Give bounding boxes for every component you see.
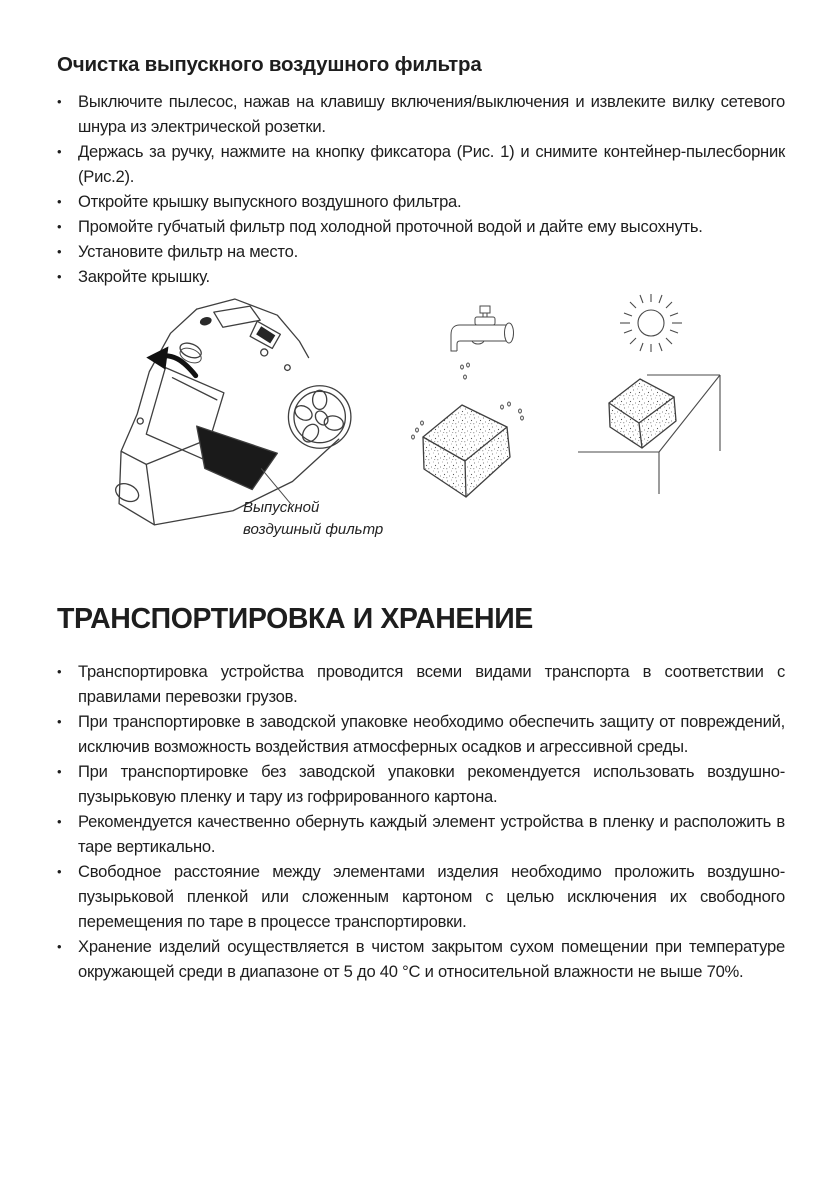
list-item-text: Транспортировка устройства проводится всеми видами транспорта в соответствии с правилами перевозки грузов. xyxy=(78,662,785,706)
rinse-under-tap-figure xyxy=(410,299,530,509)
list-item xyxy=(57,264,785,289)
list-item-text: При транспортировке без заводской упаковки рекомендуется использовать воздушно-пузырьковую пленку и тару из гофрированного картона. xyxy=(78,762,785,806)
list-item-text: Закройте крышку. xyxy=(78,267,210,286)
section2-title: ТРАНСПОРТИРОВКА И ХРАНЕНИЕ xyxy=(57,603,533,635)
wheel xyxy=(288,386,350,448)
figure-caption-line2: воздушный фильтр xyxy=(243,520,384,538)
list-item-text: Рекомендуется качественно обернуть каждый элемент устройства в пленку и расположить в таре вертикально. xyxy=(78,812,785,856)
list-item xyxy=(57,189,785,214)
list-item-text: Хранение изделий осуществляется в чистом закрытом сухом помещении при температуре окружающей среди в диапазоне от 5 до 40 °С и относительной влажности не выше 70%. xyxy=(78,937,785,981)
release-arrow-icon xyxy=(146,346,195,375)
bullet-marker: • xyxy=(57,864,62,879)
bullet-marker: • xyxy=(57,144,62,159)
exhaust-filter-area xyxy=(197,426,278,490)
bullet-marker: • xyxy=(57,94,62,109)
bullet-marker: • xyxy=(57,664,62,679)
list-item-text: Выключите пылесос, нажав на клавишу включения/выключения и извлеките вилку сетевого шнура из электрической розетки. xyxy=(78,92,785,136)
bullet-marker: • xyxy=(57,244,62,259)
bullet-marker: • xyxy=(57,764,62,779)
list-item-text: Установите фильтр на место. xyxy=(78,242,298,261)
list-item xyxy=(57,859,785,934)
dry-sponge-sun-figure xyxy=(578,289,818,499)
figure-caption-line1: Выпускной xyxy=(243,499,320,516)
list-item-text: Откройте крышку выпускного воздушного фильтра. xyxy=(78,192,462,211)
list-item-text: Промойте губчатый фильтр под холодной проточной водой и дайте ему высохнуть. xyxy=(78,217,703,236)
bullet-marker: • xyxy=(57,219,62,234)
list-item xyxy=(57,659,785,709)
list-item xyxy=(57,139,785,189)
bullet-marker: • xyxy=(57,814,62,829)
bullet-marker: • xyxy=(57,939,62,954)
figure-caption xyxy=(243,497,383,540)
list-item xyxy=(57,934,785,984)
list-item xyxy=(57,89,785,139)
vacuum-body xyxy=(113,299,339,525)
bullet-marker: • xyxy=(57,714,62,729)
bullet-marker: • xyxy=(57,194,62,209)
section2-list xyxy=(57,659,785,984)
figures-band xyxy=(57,289,785,601)
list-item xyxy=(57,239,785,264)
sponge-filter-icon xyxy=(609,379,676,448)
list-item xyxy=(57,759,785,809)
list-item-text: Держась за ручку, нажмите на кнопку фиксатора (Рис. 1) и снимите контейнер-пылесборник (Рис.2). xyxy=(78,142,785,186)
bullet-marker: • xyxy=(57,269,62,284)
list-item xyxy=(57,709,785,759)
list-item xyxy=(57,809,785,859)
list-item-text: Свободное расстояние между элементами изделия необходимо проложить воздушно-пузырьковой пленкой или сложенным картоном с целью исключения их свободного перемещения по таре в процессе транспортировки. xyxy=(78,862,785,931)
list-item-text: При транспортировке в заводской упаковке необходимо обеспечить защиту от повреждений, исключив возможность воздействия атмосферных осадков и агрессивной среды. xyxy=(78,712,785,756)
sponge-filter-icon xyxy=(423,405,510,497)
faucet-icon xyxy=(451,306,514,351)
section1-title: Очистка выпускного воздушного фильтра xyxy=(57,53,482,76)
section1-list xyxy=(57,89,785,289)
list-item xyxy=(57,214,785,239)
sun-icon xyxy=(620,294,682,352)
